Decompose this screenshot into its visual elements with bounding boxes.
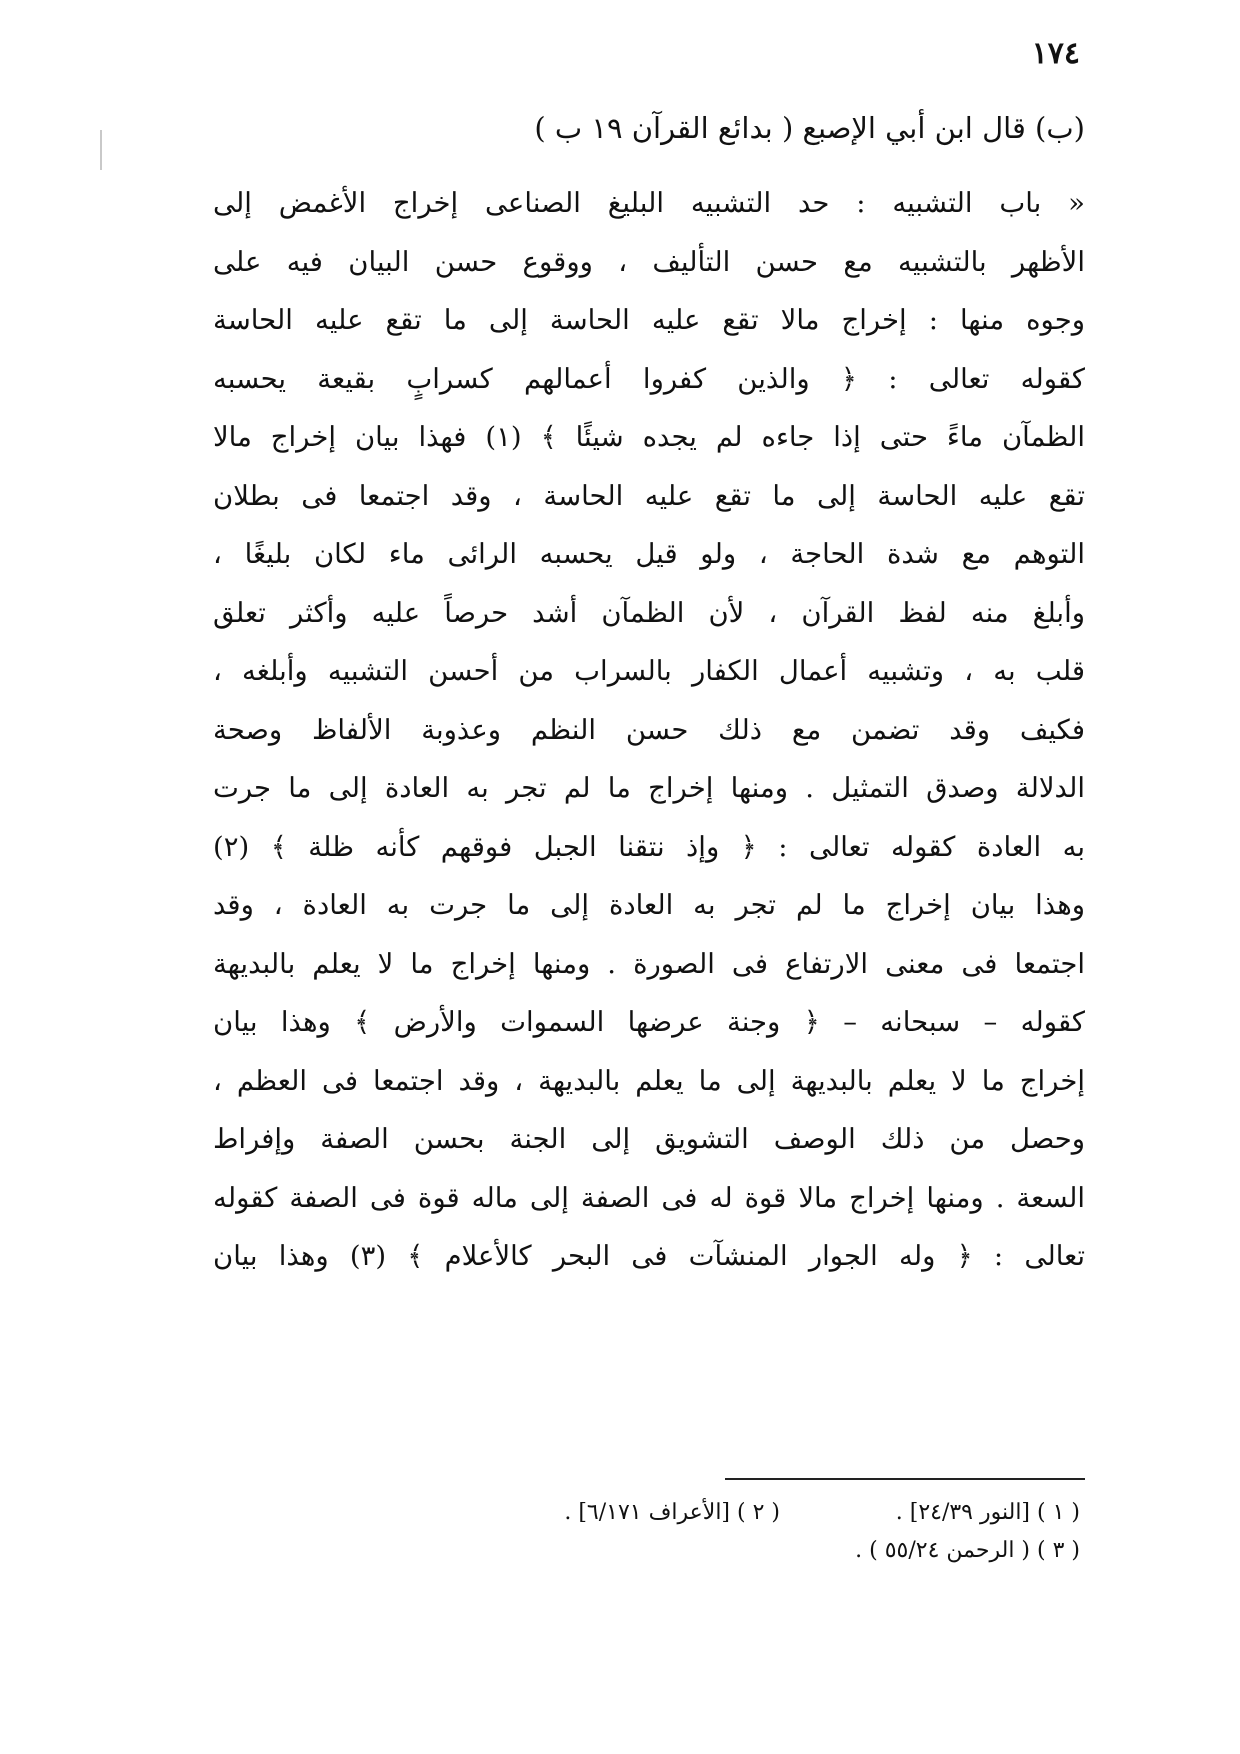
footnote-separator — [725, 1478, 1085, 1480]
body-text — [213, 174, 1085, 1286]
text-line: تعالى : ﴿ وله الجوار المنشآت فى البحر كالأعلام ﴾ (٣) وهذا بيان — [213, 1240, 1085, 1272]
text-line: التوهم مع شدة الحاجة ، ولو قيل يحسبه الرائى ماء لكان بليغًا ، — [213, 538, 1085, 570]
margin-mark — [100, 130, 102, 170]
footnote-1: ( ١ ) [النور ٢٤/٣٩] . — [895, 1500, 1080, 1525]
text-line: الظمآن ماءً حتى إذا جاءه لم يجده شيئًا ﴾ (١) فهذا بيان إخراج مالا — [213, 421, 1085, 453]
footnote-3: ( ٣ ) ( الرحمن ٥٥/٢٤ ) . — [855, 1538, 1080, 1563]
text-line: وحصل من ذلك الوصف التشويق إلى الجنة بحسن الصفة وإفراط — [213, 1123, 1085, 1155]
text-line: اجتمعا فى معنى الارتفاع فى الصورة . ومنها إخراج ما لا يعلم بالبديهة — [213, 947, 1085, 980]
footnote-row — [220, 1494, 1080, 1532]
text-line: فكيف وقد تضمن مع ذلك حسن النظم وعذوبة الألفاظ وصحة — [213, 713, 1085, 746]
text-line: كقوله تعالى : ﴿ والذين كفروا أعمالهم كسرابٍ بقيعة يحسبه — [213, 362, 1085, 395]
text-line: « باب التشبيه : حد التشبيه البليغ الصناعى إخراج الأغمض إلى — [213, 187, 1085, 219]
footnote-2: ( ٢ ) [الأعراف ٦/١٧١] . — [564, 1500, 780, 1525]
text-line: تقع عليه الحاسة إلى ما تقع عليه الحاسة ، وقد اجتمعا فى بطلان — [213, 479, 1085, 512]
text-line: إخراج ما لا يعلم بالبديهة إلى ما يعلم بالبديهة ، وقد اجتمعا فى العظم ، — [213, 1064, 1085, 1097]
text-line: وهذا بيان إخراج ما لم تجر به العادة إلى ما جرت به العادة ، وقد — [213, 889, 1085, 921]
text-line: قلب به ، وتشبيه أعمال الكفار بالسراب من أحسن التشبيه وأبلغه ، — [213, 655, 1085, 687]
text-line: الأظهر بالتشبيه مع حسن التأليف ، ووقوع حسن البيان فيه على — [213, 245, 1085, 278]
footnote-row — [220, 1532, 1080, 1570]
text-line: كقوله – سبحانه – ﴿ وجنة عرضها السموات والأرض ﴾ وهذا بيان — [213, 1006, 1085, 1038]
text-line: وجوه منها : إخراج مالا تقع عليه الحاسة إلى ما تقع عليه الحاسة — [213, 304, 1085, 336]
footnotes — [220, 1494, 1080, 1570]
text-line: الدلالة وصدق التمثيل . ومنها إخراج ما لم تجر به العادة إلى ما جرت — [213, 772, 1085, 804]
text-line: به العادة كقوله تعالى : ﴿ وإذ نتقنا الجبل فوقهم كأنه ظلة ﴾ (٢) — [213, 830, 1085, 863]
text-line: السعة . ومنها إخراج مالا قوة له فى الصفة إلى ماله قوة فى الصفة كقوله — [213, 1181, 1085, 1214]
text-line: وأبلغ منه لفظ القرآن ، لأن الظمآن أشد حرصاً عليه وأكثر تعلق — [213, 596, 1085, 629]
page-number: ١٧٤ — [1031, 36, 1080, 71]
section-heading: (ب) قال ابن أبي الإصبع ( بدائع القرآن ١٩ ب ) — [534, 111, 1085, 145]
